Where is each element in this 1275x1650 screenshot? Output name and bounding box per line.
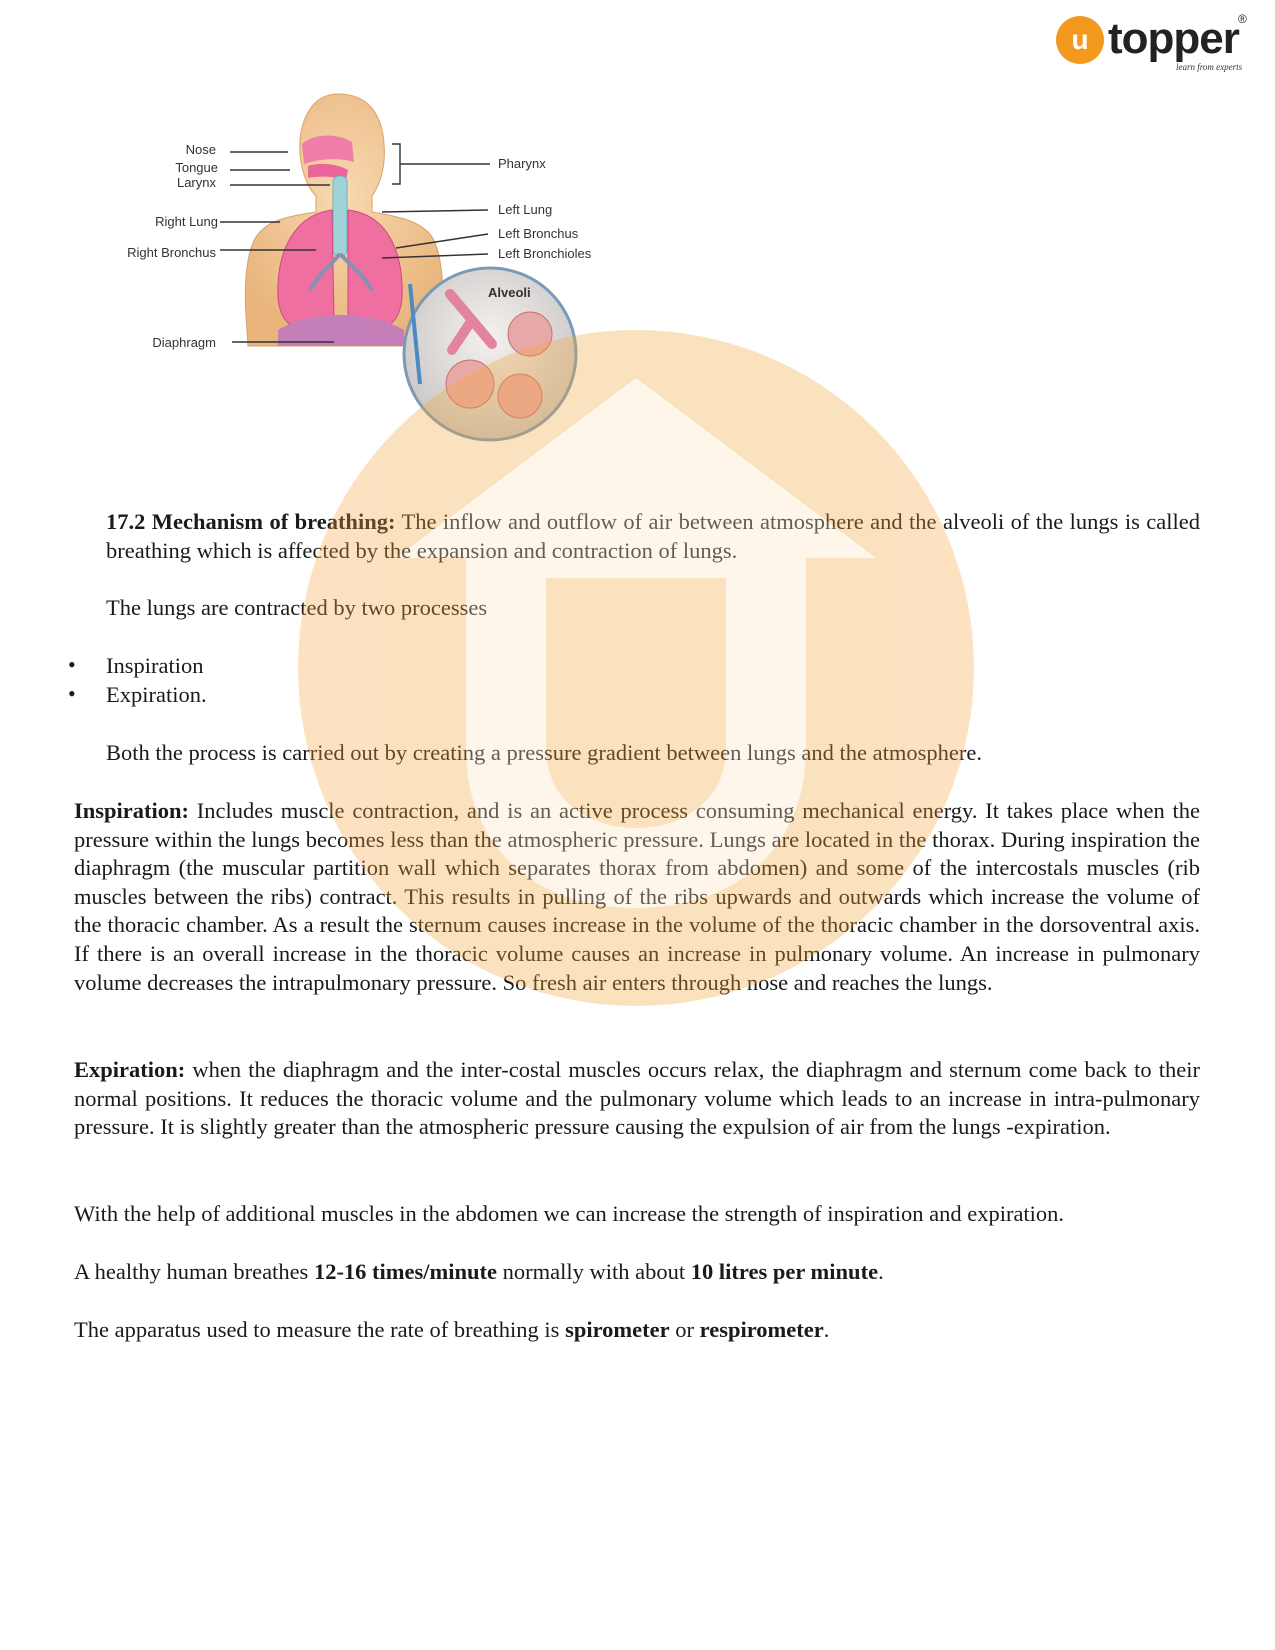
inspiration-paragraph xyxy=(74,797,1200,997)
apparatus-mid: or xyxy=(669,1317,700,1342)
alveoli-cluster xyxy=(508,312,552,356)
label-left-lung: Left Lung xyxy=(498,202,553,217)
label-larynx: Larynx xyxy=(176,175,216,190)
expiration-text: when the diaphragm and the inter-costal muscles occurs relax, the diaphragm and sternum come back to their normal positions. It reduces the thoracic volume and the pulmonary volume which leads to an increase in intra-pulmonary pressure. It is slightly greater than the atmospheric pressure causing the expulsion of air from the lungs -expiration. xyxy=(74,1057,1200,1140)
label-right-bronchus: Right Bronchus xyxy=(127,245,216,260)
healthy-pre: A healthy human breathes xyxy=(74,1259,314,1284)
trachea xyxy=(333,176,347,256)
apparatus-text xyxy=(74,1316,1200,1345)
healthy-breathing-text xyxy=(74,1258,1200,1287)
label-pharynx: Pharynx xyxy=(498,156,546,171)
inspiration-heading: Inspiration: xyxy=(74,798,190,823)
mechanism-heading: 17.2 Mechanism of breathing: xyxy=(106,509,396,534)
apparatus-end: . xyxy=(823,1317,830,1342)
expiration-heading: Expiration: xyxy=(74,1057,186,1082)
respiratory-system-diagram xyxy=(120,84,640,474)
lungs-processes-text: The lungs are contracted by two processes xyxy=(106,595,488,620)
healthy-end: . xyxy=(878,1259,884,1284)
breathing-volume: 10 litres per minute xyxy=(690,1259,879,1284)
respirometer-term: respirometer xyxy=(699,1317,824,1342)
breathing-rate: 12-16 times/minute xyxy=(313,1259,498,1284)
mechanism-paragraph xyxy=(106,508,1200,565)
logo-wordmark: topper xyxy=(1108,14,1239,63)
label-left-bronchus: Left Bronchus xyxy=(498,226,579,241)
label-left-bronchioles: Left Bronchioles xyxy=(498,246,592,261)
label-nose: Nose xyxy=(185,142,216,157)
label-alveoli: Alveoli xyxy=(488,285,531,300)
mechanism-text: The inflow and outflow of air between atmosphere and the alveoli of the lungs is called breathing which is affected by the expansion and contraction of lungs. xyxy=(106,509,1200,563)
expiration-paragraph xyxy=(74,1056,1200,1142)
logo-tagline: learn from experts xyxy=(1176,62,1243,72)
spirometer-term: spirometer xyxy=(565,1317,670,1342)
label-tongue: Tongue xyxy=(175,160,218,175)
label-right-lung: Right Lung xyxy=(155,214,218,229)
label-diaphragm: Diaphragm xyxy=(152,335,216,350)
bullet-dot: • xyxy=(68,652,76,677)
bullet-inspiration: Inspiration xyxy=(106,653,204,678)
logo-u-icon: u xyxy=(1056,16,1104,64)
bullet-dot: • xyxy=(68,681,76,706)
topper-logo[interactable] xyxy=(1046,10,1256,72)
registered-mark: ® xyxy=(1238,12,1247,26)
alveoli-cluster xyxy=(446,360,494,408)
both-process-text: Both the process is carried out by creating a pressure gradient between lungs and the atmosphere. xyxy=(106,740,982,765)
healthy-mid: normally with about xyxy=(497,1259,691,1284)
inspiration-text: Includes muscle contraction, and is an active process consuming mechanical energy. It takes place when the pressure within the lungs becomes less than the atmospheric pressure. Lungs are located in the thorax. During inspiration the diaphragm (the muscular partition wall which separates thorax from abdomen) and some of the intercostals muscles (rib muscles between the ribs) contract. This results in pulling of the ribs upwards and outwards which increase the volume of the thoracic chamber. As a result the sternum causes increase in the volume of the thoracic chamber in the dorsoventral axis. If there is an overall increase in the thoracic volume causes an increase in pulmonary volume. An increase in pulmonary volume decreases the intrapulmonary pressure. So fresh air enters through nose and reaches the lungs. xyxy=(74,798,1200,995)
apparatus-pre: The apparatus used to measure the rate of breathing is xyxy=(74,1317,566,1342)
additional-muscles-text: With the help of additional muscles in the abdomen we can increase the strength of inspiration and expiration. xyxy=(74,1201,1065,1226)
alveoli-cluster xyxy=(498,374,542,418)
bullet-expiration: Expiration. xyxy=(106,682,207,707)
respiratory-diagram-svg xyxy=(120,84,640,474)
